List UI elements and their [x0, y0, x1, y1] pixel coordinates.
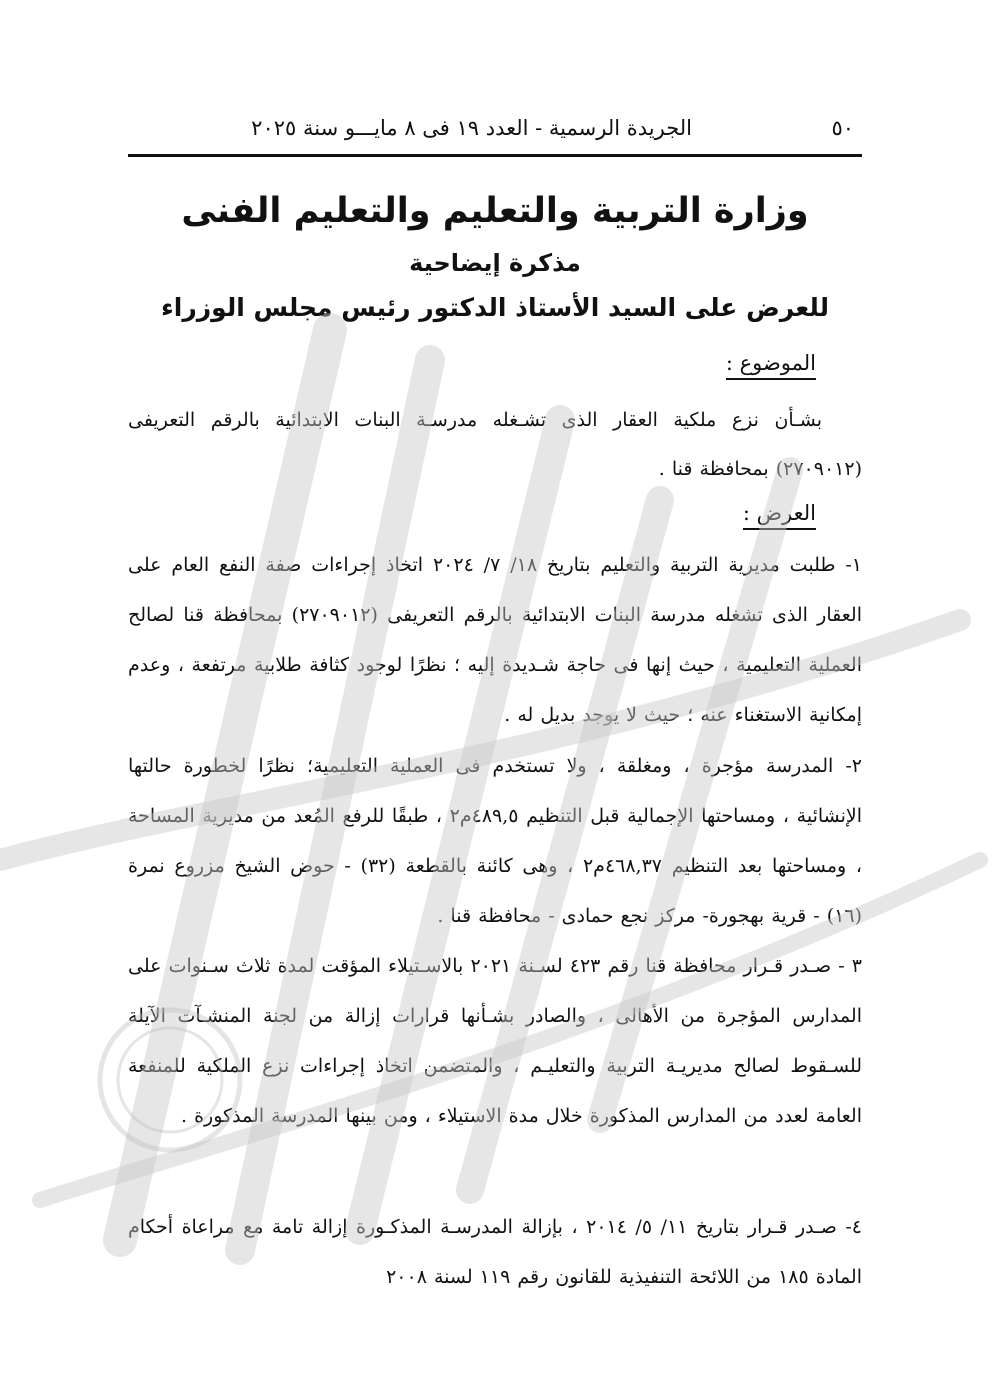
subject-label: [726, 346, 816, 380]
presentation-label: [743, 496, 816, 530]
presentation-item-4: ٤- صـدر قـرار بتاريخ ١١/ ٥/ ٢٠١٤ ، بإزالة المدرسـة المذكـورة إزالة تامة مع مراعاة أحكام المادة ١٨٥ من اللائحة التنفيذية للقانون رقم ١١٩ لسنة ٢٠٠٨: [128, 1216, 862, 1288]
addressee-line: للعرض على السيد الأستاذ الدكتور رئيس مجلس الوزراء: [161, 293, 829, 322]
ministry-title: وزارة التربية والتعليم والتعليم الفنى: [181, 191, 809, 231]
page-header: [128, 112, 862, 150]
presentation-item-2: ٢- المدرسة مؤجرة ، ومغلقة ، ولا تستخدم فى العملية التعليمية؛ نظرًا لخطورة حالتها الإنشائية ، ومساحتها الإجمالية قبل التنظيم ٤٨٩,٥م٢ ، طبقًا للرفع المُعد من مديرية المساحة ، ومساحتها بعد التنظيم ٤٦٨,٣٧م٢ ، وهى كائنة بالقطعة (٣٢) - حوض الشيخ مزروع نمرة (١٦) - قرية بهجورة- مركز نجع حمادى - محافظة قنا .: [128, 755, 863, 927]
memo-subtitle: مذكرة إيضاحية: [409, 249, 581, 277]
gazette-issue-line: الجريدة الرسمية - العدد ١٩ فى ٨ مايـــو سنة ٢٠٢٥: [251, 116, 692, 140]
presentation-label-text: العرض :: [743, 501, 816, 530]
subject-label-text: الموضوع :: [726, 351, 816, 380]
subject-paragraph: بشـأن نزع ملكية العقار الذى تشـغله مدرسـة البنات الابتدائية بالرقم التعريفى (٢٧٠٩٠١٢) بمحافظة قنا .: [128, 409, 862, 480]
presentation-item-1: ١- طلبت مديرية التربية والتعليم بتاريخ ١٨/ ٧/ ٢٠٢٤ اتخاذ إجراءات صفة النفع العام على العقار الذى تشغله مدرسة البنات الابتدائية بالرقم التعريفى (٢٧٠٩٠١٢) بمحافظة قنا لصالح العملية التعليمية ، حيث إنها فى حاجة شـديدة إليه ؛ نظرًا لوجود كثافة طلابية مرتفعة ، وعدم إمكانية الاستغناء عنه ؛ حيث لا يوجد بديل له .: [128, 554, 862, 726]
header-divider: [128, 154, 862, 157]
page-number: ٥٠: [831, 116, 854, 140]
presentation-item-3: ٣ - صـدر قـرار محافظة قنا رقم ٤٢٣ لسـنة ٢٠٢١ بالاسـتيلاء المؤقت لمدة ثلاث سـنوات على المدارس المؤجرة من الأهالى ، والصادر بشـأنها قرارات إزالة من لجنة المنشـآت الآيلة للسـقوط لصالح مديريـة التربية والتعليـم ، والمتضمن اتخاذ إجراءات نزع الملكية للمنفعة العامة لعدد من المدارس المذكورة خلال مدة الاستيلاء ، ومن بينها المدرسة المذكورة .: [128, 955, 862, 1127]
